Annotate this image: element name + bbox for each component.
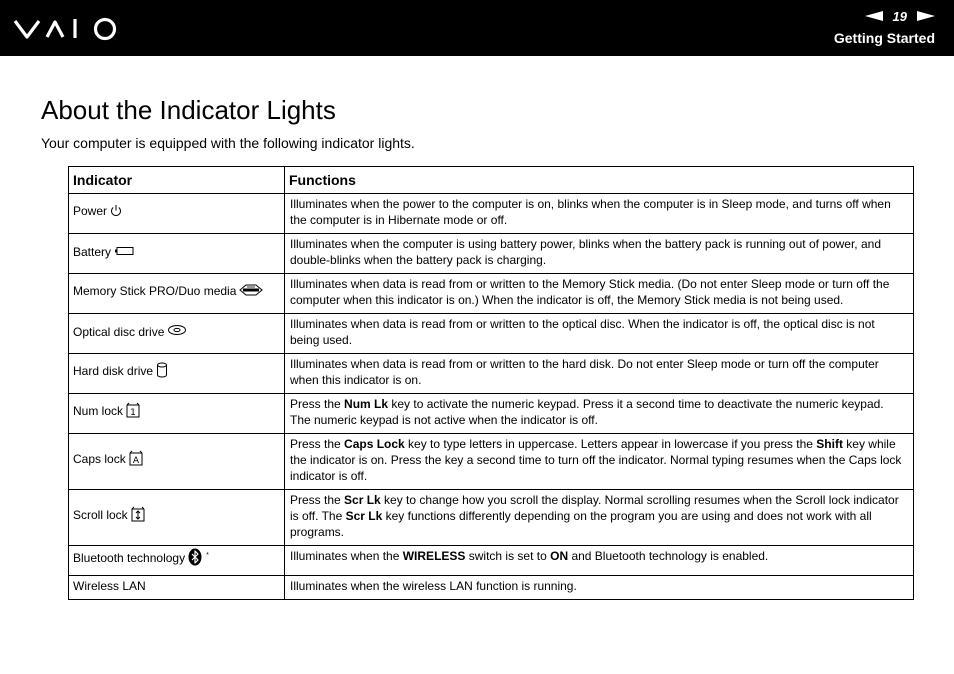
function-text: Illuminates when the computer is using battery power, blinks when the battery pack is running out of power, and double-blinks when the battery pack is charging. — [290, 237, 881, 267]
function-cell — [285, 576, 914, 600]
indicator-label: Bluetooth technology — [73, 551, 186, 566]
indicator-label: Num lock — [73, 404, 124, 419]
vaio-logo — [13, 16, 121, 42]
battery-icon — [114, 244, 134, 260]
function-cell — [285, 234, 914, 274]
function-cell — [285, 434, 914, 490]
key-name: Shift — [816, 437, 843, 451]
caps-lock-icon — [129, 450, 143, 470]
scroll-lock-icon — [131, 506, 145, 526]
previous-page-arrow-icon[interactable] — [865, 11, 883, 21]
function-cell — [285, 490, 914, 546]
indicator-label: Hard disk drive — [73, 364, 154, 379]
table-row — [69, 490, 914, 546]
intro-text: Your computer is equipped with the following indicator lights. — [41, 135, 415, 151]
page-header — [0, 0, 954, 56]
key-name: Scr Lk — [345, 509, 383, 523]
function-text: and Bluetooth technology is enabled. — [568, 549, 769, 563]
indicator-label: Power — [73, 204, 108, 219]
page-title: About the Indicator Lights — [41, 95, 336, 125]
optical-disc-icon — [167, 324, 187, 340]
page-number: 19 — [892, 8, 907, 24]
page-navigation — [865, 8, 935, 24]
table-body — [69, 194, 914, 600]
indicator-label: Battery — [73, 244, 112, 259]
footnote-marker: * — [206, 552, 209, 559]
indicator-cell — [69, 314, 285, 354]
function-text: Press the — [290, 493, 345, 507]
function-text: Illuminates when the — [290, 549, 403, 563]
function-cell — [285, 274, 914, 314]
section-title: Getting Started — [833, 30, 935, 46]
function-text: Illuminates when the wireless LAN function is running. — [290, 579, 577, 593]
indicator-label: Caps lock — [73, 452, 126, 467]
key-name: WIRELESS — [402, 549, 466, 563]
key-name: Num Lk — [344, 397, 389, 411]
function-text: Illuminates when data is read from or written to the hard disk. Do not enter Sleep mode or turn off the computer when this indicator is on. — [290, 357, 879, 387]
table-row — [69, 314, 914, 354]
column-header-indicator: Indicator — [69, 167, 285, 194]
indicator-table — [68, 166, 914, 600]
key-name: Caps Lock — [344, 437, 405, 451]
table-row — [69, 546, 914, 576]
function-text: key while the indicator is on. Press the key a second time to turn off the indicator. Normal typing resumes when the Caps lock indicator is off. — [290, 437, 902, 483]
table-row — [69, 434, 914, 490]
indicator-label: Optical disc drive — [73, 324, 165, 339]
function-cell — [285, 354, 914, 394]
table-row — [69, 234, 914, 274]
function-text: key to change how you scroll the display. Normal scrolling resumes when the Scroll lock indicator is off. The — [290, 493, 899, 523]
indicator-cell — [69, 274, 285, 314]
svg-text:A: A — [132, 456, 139, 466]
indicator-cell — [69, 354, 285, 394]
function-text: key functions differently depending on the program you are using and does not work with all programs. — [290, 509, 872, 539]
table-row — [69, 274, 914, 314]
function-text: Illuminates when data is read from or written to the optical disc. When the indicator is off, the optical disc is not being used. — [290, 317, 875, 347]
table-row — [69, 576, 914, 600]
table-header-row — [69, 167, 914, 194]
svg-text:1: 1 — [130, 408, 136, 418]
table-row — [69, 354, 914, 394]
function-text: switch is set to — [465, 549, 551, 563]
column-header-functions: Functions — [285, 167, 914, 194]
key-name: Scr Lk — [344, 493, 381, 507]
function-cell — [285, 546, 914, 576]
next-page-arrow-icon[interactable] — [917, 11, 935, 21]
function-text: Illuminates when the power to the computer is on, blinks when the computer is in Sleep mode, and turns off when the computer is in Hibernate mode or off. — [290, 197, 891, 227]
indicator-cell — [69, 490, 285, 546]
indicator-cell — [69, 576, 285, 600]
indicator-cell — [69, 234, 285, 274]
indicator-label: Wireless LAN — [73, 579, 146, 593]
function-text: key to activate the numeric keypad. Press it a second time to deactivate the numeric keypad. The numeric keypad is not active when the indicator is off. — [290, 397, 884, 427]
num-lock-icon — [126, 402, 140, 422]
function-cell — [285, 314, 914, 354]
indicator-cell — [69, 434, 285, 490]
indicator-cell — [69, 394, 285, 434]
memory-stick-icon — [239, 283, 263, 301]
key-name: ON — [550, 549, 569, 563]
function-text: key to type letters in uppercase. Letters appear in lowercase if you press the — [404, 437, 817, 451]
function-text: Press the — [290, 437, 345, 451]
function-cell — [285, 394, 914, 434]
table-row — [69, 194, 914, 234]
function-text: Press the — [290, 397, 345, 411]
indicator-cell — [69, 546, 285, 576]
bluetooth-icon — [188, 548, 202, 570]
function-cell — [285, 194, 914, 234]
indicator-label: Memory Stick PRO/Duo media — [73, 284, 237, 299]
function-text: Illuminates when data is read from or written to the Memory Stick media. (Do not enter Sleep mode or turn off the computer when this indicator is on.) When the indicator is off, the Memory Stick media is not being used. — [290, 277, 890, 307]
power-icon — [110, 204, 122, 221]
indicator-label: Scroll lock — [73, 508, 128, 523]
hard-disk-icon — [156, 362, 168, 382]
indicator-cell — [69, 194, 285, 234]
table-row — [69, 394, 914, 434]
